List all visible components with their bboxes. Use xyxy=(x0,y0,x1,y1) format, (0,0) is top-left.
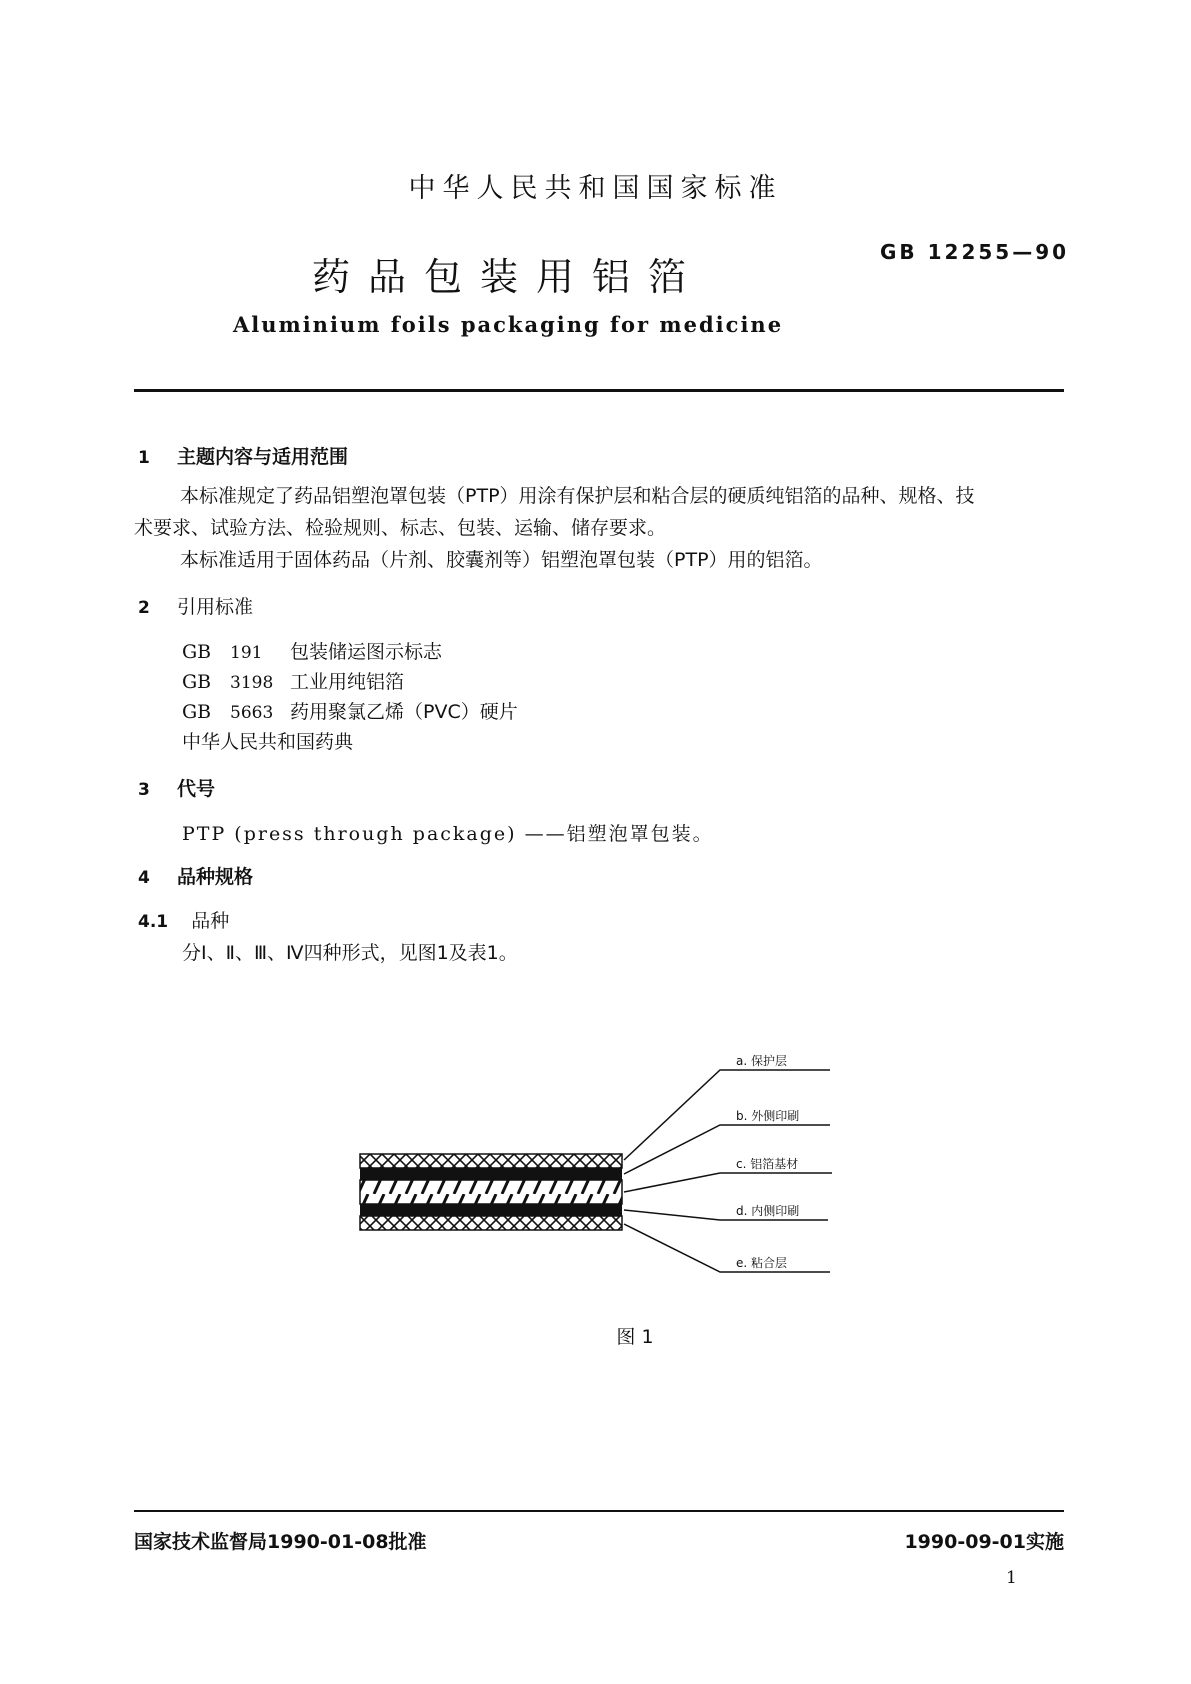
section-1-paragraph-line: 本标准适用于固体药品（片剂、胶囊剂等）铝塑泡罩包装（PTP）用的铝箔。 xyxy=(180,549,823,571)
section-1-heading xyxy=(138,442,348,469)
section-2-heading xyxy=(138,592,253,619)
figure-label-c: c. 铝箔基材 xyxy=(736,1157,799,1171)
reference-name: 药用聚氯乙烯（PVC）硬片 xyxy=(290,701,518,723)
section-1-paragraph-line: 本标准规定了药品铝塑泡罩包装（PTP）用涂有保护层和粘合层的硬质纯铝箔的品种、规格、技 xyxy=(180,485,975,507)
footer-divider xyxy=(134,1510,1064,1512)
title-chinese: 药品包装用铝箔 xyxy=(311,255,704,299)
section-number: 4 xyxy=(138,868,150,888)
reference-number: 5663 xyxy=(230,703,274,723)
aluminium-base-layer-shape xyxy=(360,1180,622,1204)
header-divider xyxy=(134,389,1064,392)
page-number: 1 xyxy=(1006,1568,1017,1588)
outer-print-layer-shape xyxy=(360,1168,622,1180)
leader-lines xyxy=(624,1070,832,1272)
adhesive-layer-shape xyxy=(360,1216,622,1230)
reference-item xyxy=(182,697,518,724)
figure-label-b: b. 外侧印刷 xyxy=(736,1109,800,1123)
subsection-number: 4.1 xyxy=(138,912,169,932)
standard-number: GB 12255—90 xyxy=(880,240,1070,264)
reference-name: 工业用纯铝箔 xyxy=(290,671,405,693)
subsection-4-1-heading xyxy=(138,906,229,933)
approval-statement: 国家技术监督局1990-01-08批准 xyxy=(134,1531,427,1553)
figure-label-a: a. 保护层 xyxy=(736,1054,788,1068)
figure-label-e: e. 粘合层 xyxy=(736,1256,788,1270)
protective-layer-shape xyxy=(360,1154,622,1168)
reference-item-pharmacopoeia: 中华人民共和国药典 xyxy=(182,731,354,753)
abbreviation-definition: PTP (press through package) ——铝塑泡罩包装。 xyxy=(182,823,714,845)
reference-code: GB xyxy=(182,641,212,663)
leader-line-b xyxy=(624,1125,830,1174)
section-4-heading xyxy=(138,862,253,889)
subsection-title: 品种 xyxy=(191,910,230,932)
figure-1-layer-diagram xyxy=(340,1040,860,1300)
reference-code: GB xyxy=(182,671,212,693)
figure-label-d: d. 内侧印刷 xyxy=(736,1204,800,1218)
reference-number: 3198 xyxy=(230,673,274,693)
section-1-paragraph-line: 术要求、试验方法、检验规则、标志、包装、运输、储存要求。 xyxy=(134,517,667,539)
reference-number: 191 xyxy=(230,643,263,663)
national-standard-header: 中华人民共和国国家标准 xyxy=(408,173,783,204)
section-3-heading xyxy=(138,774,215,801)
reference-name: 包装储运图示标志 xyxy=(290,641,443,663)
leader-line-c xyxy=(624,1173,832,1192)
subsection-4-1-text: 分Ⅰ、Ⅱ、Ⅲ、Ⅳ四种形式，见图1及表1。 xyxy=(182,942,518,964)
section-number: 1 xyxy=(138,448,150,468)
reference-item xyxy=(182,667,404,694)
laminate-cross-section xyxy=(360,1154,622,1230)
section-title: 引用标准 xyxy=(176,596,253,618)
title-english: Aluminium foils packaging for medicine xyxy=(232,312,784,337)
section-number: 3 xyxy=(138,780,150,800)
leader-line-e xyxy=(624,1224,830,1272)
section-title: 主题内容与适用范围 xyxy=(176,446,348,468)
figure-caption: 图 1 xyxy=(616,1326,654,1348)
section-title: 品种规格 xyxy=(176,866,253,888)
section-title: 代号 xyxy=(176,778,215,800)
section-number: 2 xyxy=(138,598,150,618)
reference-code: GB xyxy=(182,701,212,723)
inner-print-layer-shape xyxy=(360,1204,622,1216)
reference-item xyxy=(182,637,442,664)
effective-date-statement: 1990-09-01实施 xyxy=(904,1531,1064,1553)
